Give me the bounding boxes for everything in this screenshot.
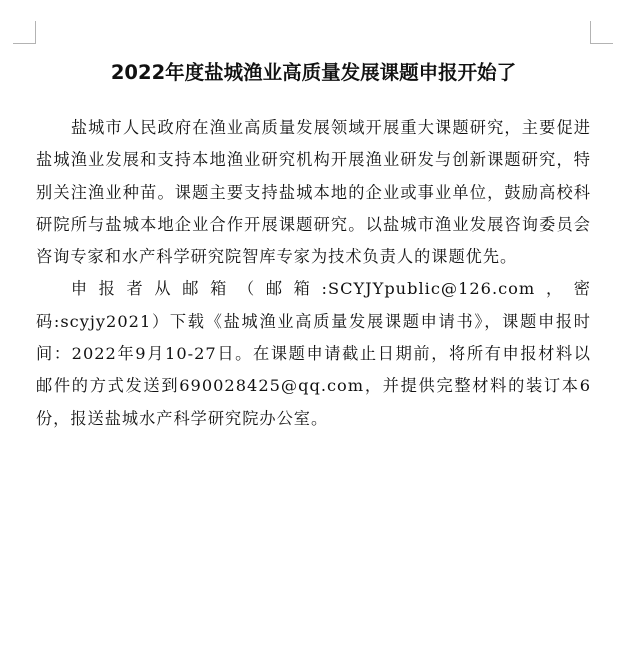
body-paragraph-2: 申报者从邮箱（邮箱:SCYJYpublic@126.com，密码:scyjy2021）下载《盐城渔业高质量发展课题申请书》，课题申报时间：2022年9月10-27日。在课题申请截止日期前，将所有申报材料以邮件的方式发送到690028425@qq.com，并提供完整材料的装订本6份，报送盐城水产科学研究院办公室。 [36,279,591,428]
body-paragraph-1: 盐城市人民政府在渔业高质量发展领域开展重大课题研究，主要促进盐城渔业发展和支持本地渔业研究机构开展渔业研发与创新课题研究，特别关注渔业种苗。课题主要支持盐城本地的企业或事业单位，鼓励高校科研院所与盐城本地企业合作开展课题研究。以盐城市渔业发展咨询委员会咨询专家和水产科学研究院智库专家为技术负责人的课题优先。 [36,118,591,267]
document-title: 2022年度盐城渔业高质量发展课题申报开始了 [110,61,517,84]
page-corner-mark-top-right [590,21,613,44]
document-page [36,58,591,435]
page-corner-mark-top-left [13,21,36,44]
